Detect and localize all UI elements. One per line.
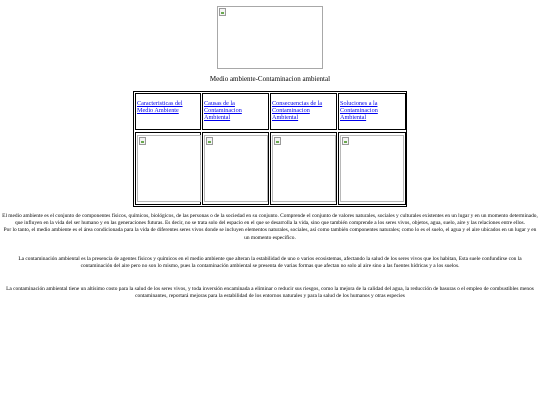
broken-image-icon [274,137,281,145]
paragraph-contaminacion: La contaminación ambiental es la presencia de agentes físicos y químicos en el medio ambiente que alteran la estabilidad de uno o varios ecosistemas, afectando la salud de los seres vivos que los habitan, Esta suele confundirse con la contaminación del aire pero no son lo mismo, pues la contaminación ambiental se presenta de varias formas que afectan no solo al aire sino a las fuentes hídricas y a los suelos. [18,256,522,270]
navigation-table [133,91,407,207]
image-cell-consecuencias [270,132,337,205]
nav-cell-consecuencias [270,93,337,130]
image-cell-caracteristicas [135,132,201,205]
image-caracteristicas-placeholder[interactable] [137,135,201,202]
image-cell-causas [202,132,269,205]
nav-cell-caracteristicas [135,93,201,130]
link-caracteristicas[interactable]: Caracteristicas del Medio Ambiente [137,100,183,115]
link-soluciones[interactable]: Soluciones a la Contaminacion Ambiental [340,100,378,122]
link-causas[interactable]: Causas de la Contaminacion Ambiental [204,100,242,122]
paragraph-medio-ambiente-part-1: El medio ambiente es el conjunto de componentes físicos, químicos, biológicos, de las personas o de la sociedad en su conjunto. Comprende el conjunto de valores naturales, sociales y culturales existentes en un lugar y en un momento determinado, que influyen en la vida del ser humano y en las generaciones futuras. Es decir, no se trata solo del espacio en el que se desarrolla la vida, sino que también comprende a los seres vivos, objetos, agua, suelo, aire y las relaciones entre ellos. [2,213,538,227]
image-cell-soluciones [338,132,406,205]
header-image-placeholder [217,6,323,69]
broken-image-icon [139,137,146,145]
broken-image-icon [342,137,349,145]
nav-cell-soluciones [338,93,406,130]
link-consecuencias[interactable]: Consecuencias de la Contaminacion Ambiental [272,100,323,122]
paragraph-medio-ambiente [2,213,538,242]
paragraph-medio-ambiente-part-2: Por lo tanto, el medio ambiente es el área condicionada para la vida de diferentes seres vivos donde se incluyen elementos naturales, sociales, así como también componentes naturales; como lo es el suelo, el agua y el aire ubicados en un lugar y en un momento especifico. [3,227,537,241]
broken-image-icon [206,137,213,145]
image-consecuencias-placeholder[interactable] [272,135,336,202]
image-causas-placeholder[interactable] [204,135,268,202]
broken-image-icon [219,8,226,16]
nav-cell-causas [202,93,269,130]
paragraph-costo-salud: La contaminación ambiental tiene un altísimo costo para la salud de los seres vivos, y toda inversión encaminada a eliminar o reducir sus riesgos, como la mejora de la calidad del agua, la reducción de basuras o el empleo de combustibles menos contaminantes, reportará mejoras para la estabilidad de los entornos naturales y para la salud de los humanos y otras especies [6,286,534,300]
image-soluciones-placeholder[interactable] [340,135,404,202]
page-title: Medio ambiente-Contaminacion ambiental [209,75,331,83]
